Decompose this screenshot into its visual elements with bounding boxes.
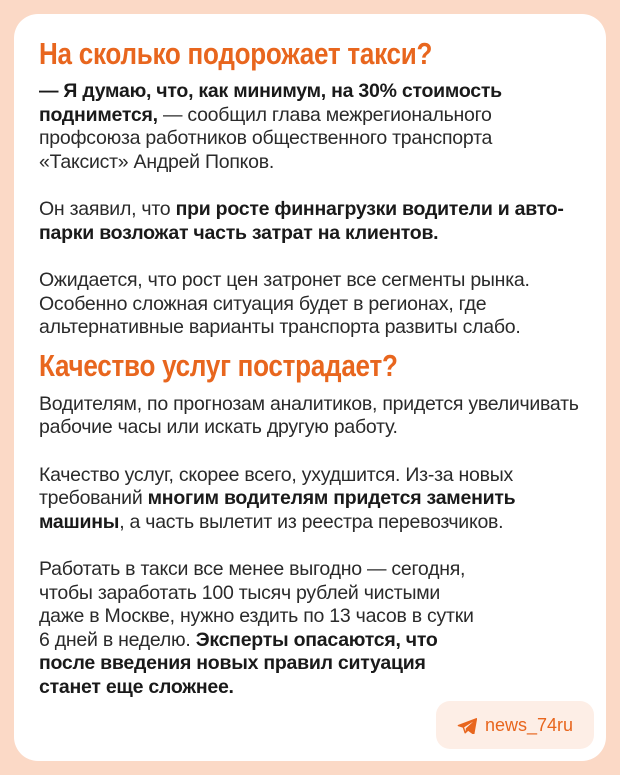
earnings-bold: Эксперты опасаются, что после введения новых правил ситуация станет еще сложнее. (39, 628, 438, 698)
quote-rest: — сообщил глава межрегионального профсоюза работников общественного транспорта «Таксист» Андрей Попков. (39, 103, 493, 173)
quality-paragraph (39, 464, 584, 535)
earnings-pre: Работать в такси все менее выгодно — сегодня, чтобы заработать 100 тысяч рублей чистыми даже в Москве, нужно ездить по 13 часов в сутки 6 дней в неделю. (39, 558, 474, 651)
forecast-paragraph: Ожидается, что рост цен затронет все сегменты рынка. Особенно сложная ситуация будет в регионах, где альтернативные варианты транспорта развиты слабо. (39, 269, 530, 338)
telegram-icon (457, 717, 477, 734)
quote-paragraph (39, 80, 584, 174)
section-title-price: На сколько подорожает такси? (39, 36, 433, 71)
quality-bold: многим водителям придется заменить машины (39, 487, 516, 533)
source-badge[interactable] (436, 701, 594, 749)
statement-bold: при росте финнагрузки водители и авто-парки возложат часть затрат на клиентов. (39, 198, 564, 244)
quote-bold: — Я думаю, что, как минимум, на 30% стоимость поднимется, (39, 80, 502, 126)
section-title-quality: Качество услуг пострадает? (39, 347, 398, 383)
earnings-paragraph (39, 558, 479, 699)
article-card (14, 14, 606, 761)
drivers-paragraph: Водителям, по прогнозам аналитиков, придется увеличивать рабочие часы или искать другую работу. (39, 392, 579, 438)
statement-paragraph (39, 198, 584, 245)
quality-pre: Качество услуг, скорее всего, ухудшится. Из-за новых требований (39, 463, 514, 509)
quality-rest: , а часть вылетит из реестра перевозчиков. (119, 510, 504, 533)
source-handle: news_74ru (484, 714, 574, 735)
statement-pre: Он заявил, что (39, 198, 176, 220)
